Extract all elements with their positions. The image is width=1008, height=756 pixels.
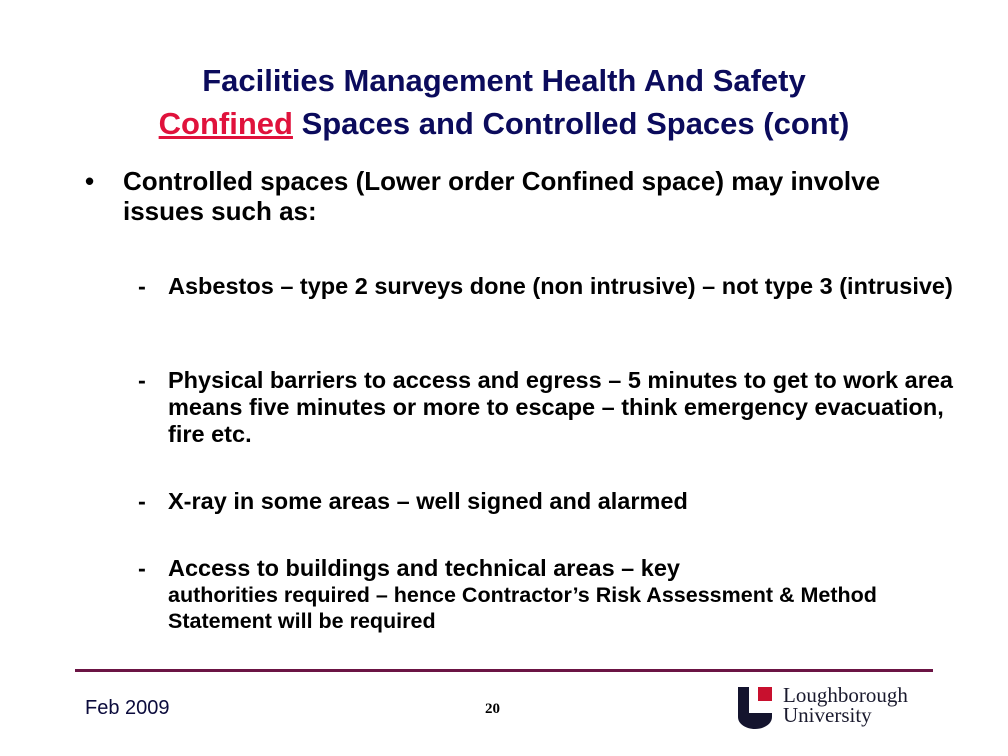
dash-icon: - bbox=[138, 555, 146, 581]
logo-text bbox=[783, 685, 908, 725]
footer-date: Feb 2009 bbox=[85, 697, 170, 719]
page-number: 20 bbox=[485, 701, 500, 717]
title-highlight: Confined bbox=[158, 106, 293, 141]
sub-item-text: Physical barriers to access and egress – 5 minutes to get to work area means five minutes or more to escape – think emergency evacuation, fire etc. bbox=[168, 367, 953, 447]
dash-icon: - bbox=[138, 488, 146, 514]
bullet-text: Controlled spaces (Lower order Confined space) may involve issues such as: bbox=[123, 166, 881, 226]
sub-item-text: X-ray in some areas – well signed and alarmed bbox=[168, 488, 688, 514]
university-logo bbox=[738, 685, 938, 735]
logo-line2: University bbox=[783, 703, 872, 727]
sub-item-text: Asbestos – type 2 surveys done (non intrusive) – not type 3 (intrusive) bbox=[168, 273, 953, 299]
sub-item-text-wrap bbox=[168, 555, 958, 634]
sub-item-text-small: authorities required – hence Contractor’s Risk Assessment & Method Statement will be required bbox=[168, 583, 877, 633]
logo-line1: Loughborough bbox=[783, 683, 908, 707]
title-rest: Spaces and Controlled Spaces (cont) bbox=[292, 106, 850, 141]
slide-title-line2 bbox=[0, 102, 1008, 146]
sub-item-text: Access to buildings and technical areas – key bbox=[168, 555, 680, 581]
bullet-icon: • bbox=[85, 166, 95, 196]
dash-icon: - bbox=[138, 367, 146, 393]
dash-icon: - bbox=[138, 273, 146, 299]
shield-logo-icon bbox=[738, 687, 778, 729]
slide-title-line1: Facilities Management Health And Safety bbox=[202, 63, 806, 98]
footer-divider bbox=[75, 669, 933, 672]
